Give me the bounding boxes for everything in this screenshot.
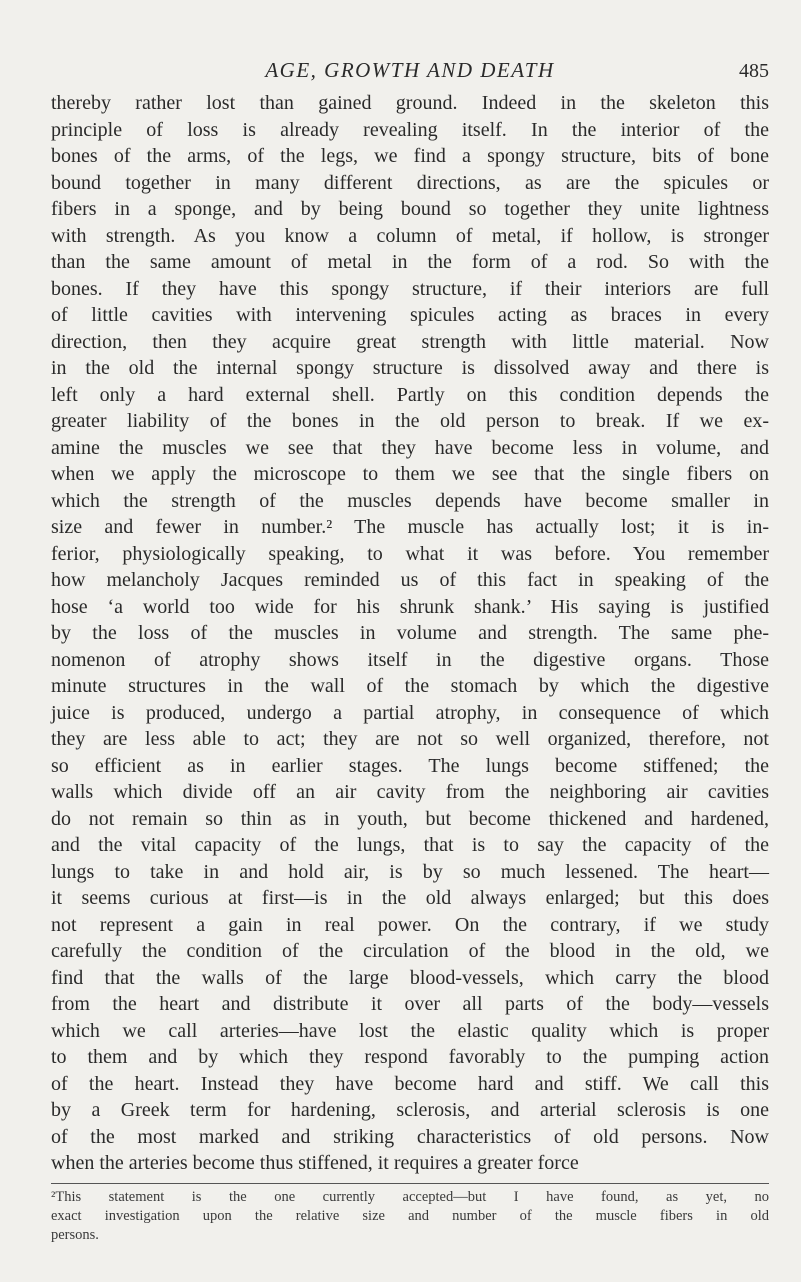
text-line: which we call arteries—have lost the elastic quality which is proper — [51, 1019, 769, 1042]
text-line: which the strength of the muscles depends have become smaller in — [51, 489, 769, 512]
footnote-rule — [51, 1183, 769, 1184]
text-line: lungs to take in and hold air, is by so much lessened. The heart— — [51, 860, 769, 883]
footnote-line: exact investigation upon the relative size and number of the muscle fibers in old — [51, 1207, 769, 1224]
text-line: direction, then they acquire great strength with little material. Now — [51, 330, 769, 353]
text-line: than the same amount of metal in the form of a rod. So with the — [51, 251, 769, 273]
text-line: do not remain so thin as in youth, but become thickened and hardened, — [51, 807, 769, 830]
text-line: and the vital capacity of the lungs, that is to say the capacity of the — [51, 834, 769, 856]
text-line: minute structures in the wall of the stomach by which the digestive — [51, 675, 769, 697]
footnote-line: ²This statement is the one currently accepted—but I have found, as yet, no — [51, 1188, 769, 1205]
footnote — [51, 1188, 769, 1245]
text-line: it seems curious at first—is in the old always enlarged; but this does — [51, 887, 769, 909]
text-line: left only a hard external shell. Partly on this condition depends the — [51, 383, 769, 406]
text-line: find that the walls of the large blood-vessels, which carry the blood — [51, 966, 769, 989]
text-line: ferior, physiologically speaking, to what it was before. You remember — [51, 542, 769, 565]
body-text — [51, 90, 769, 1177]
text-line: of the heart. Instead they have become hard and stiff. We call this — [51, 1072, 769, 1095]
text-line: size and fewer in number.² The muscle has actually lost; it is in- — [51, 516, 769, 538]
footnote-line: persons. — [51, 1226, 99, 1243]
page-header — [51, 0, 769, 90]
text-line: from the heart and distribute it over all parts of the body—vessels — [51, 993, 769, 1015]
text-line: bound together in many different directions, as are the spicules or — [51, 171, 769, 194]
text-line: bones. If they have this spongy structure, if their interiors are full — [51, 277, 769, 300]
text-line: greater liability of the bones in the old person to break. If we ex- — [51, 410, 769, 432]
text-line: when we apply the microscope to them we see that the single fibers on — [51, 463, 769, 485]
text-line: walls which divide off an air cavity from the neighboring air cavities — [51, 781, 769, 803]
text-line: hose ‘a world too wide for his shrunk shank.’ His saying is justified — [51, 595, 769, 618]
text-line: when the arteries become thus stiffened, it requires a greater force — [51, 1152, 579, 1174]
text-line: they are less able to act; they are not so well organized, therefore, not — [51, 728, 769, 750]
text-line: amine the muscles we see that they have become less in volume, and — [51, 436, 769, 459]
text-line: by the loss of the muscles in volume and strength. The same phe- — [51, 622, 769, 644]
text-line: by a Greek term for hardening, sclerosis, and arterial sclerosis is one — [51, 1099, 769, 1121]
running-title: AGE, GROWTH AND DEATH — [265, 58, 555, 82]
text-line: not represent a gain in real power. On the contrary, if we study — [51, 913, 769, 936]
text-line: in the old the internal spongy structure is dissolved away and there is — [51, 357, 769, 379]
page-number: 485 — [739, 60, 769, 82]
book-page — [51, 0, 769, 1245]
text-line: how melancholy Jacques reminded us of this fact in speaking of the — [51, 569, 769, 591]
text-line: carefully the condition of the circulation of the blood in the old, we — [51, 940, 769, 962]
text-line: to them and by which they respond favorably to the pumping action — [51, 1046, 769, 1068]
text-line: juice is produced, undergo a partial atrophy, in consequence of which — [51, 701, 769, 724]
text-line: with strength. As you know a column of metal, if hollow, is stronger — [51, 224, 769, 247]
text-line: so efficient as in earlier stages. The lungs become stiffened; the — [51, 754, 769, 777]
text-line: of little cavities with intervening spicules acting as braces in every — [51, 304, 769, 326]
text-line: bones of the arms, of the legs, we find a spongy structure, bits of bone — [51, 145, 769, 167]
text-line: nomenon of atrophy shows itself in the digestive organs. Those — [51, 648, 769, 671]
text-line: principle of loss is already revealing itself. In the interior of the — [51, 118, 769, 141]
text-line: fibers in a sponge, and by being bound so together they unite lightness — [51, 198, 769, 220]
text-line: thereby rather lost than gained ground. Indeed in the skeleton this — [51, 92, 769, 114]
text-line: of the most marked and striking characteristics of old persons. Now — [51, 1125, 769, 1148]
